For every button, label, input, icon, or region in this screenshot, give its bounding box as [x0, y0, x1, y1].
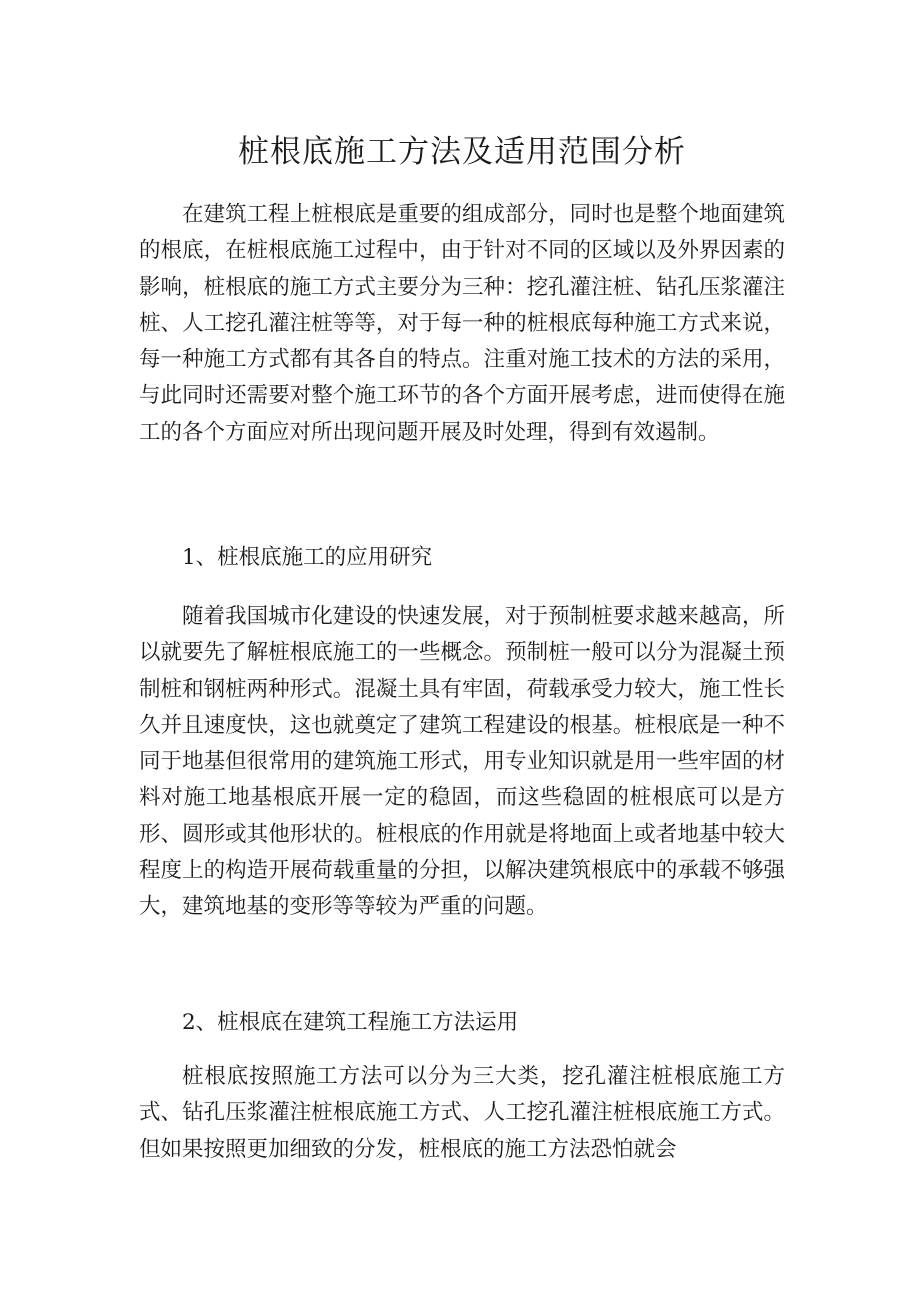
intro-paragraph: 在建筑工程上桩根底是重要的组成部分，同时也是整个地面建筑的根底，在桩根底施工过程中，由于针对不同的区域以及外界因素的影响，桩根底的施工方式主要分为三种：挖孔灌注桩、钻孔压浆灌注桩、人工挖孔灌注桩等等，对于每一种的桩根底每种施工方式来说，每一种施工方式都有其各自的特点。注重对施工技术的方法的采用，与此同时还需要对整个施工环节的各个方面开展考虑，进而使得在施工的各个方面应对所出现问题开展及时处理，得到有效遏制。: [139, 202, 785, 445]
section-2-paragraph: 桩根底按照施工方法可以分为三大类，挖孔灌注桩根底施工方式、钻孔压浆灌注桩根底施工方式、人工挖孔灌注桩根底施工方式。但如果按照更加细致的分发，桩根底的施工方法恐怕就会: [139, 1064, 785, 1162]
section-1-paragraph: 随着我国城市化建设的快速发展，对于预制桩要求越来越高，所以就要先了解桩根底施工的一些概念。预制桩一般可以分为混凝土预制桩和钢桩两种形式。混凝土具有牢固，荷载承受力较大，施工性长久并且速度快，这也就奠定了建筑工程建设的根基。桩根底是一种不同于地基但很常用的建筑施工形式，用专业知识就是用一些牢固的材料对施工地基根底开展一定的稳固，而这些稳固的桩根底可以是方形、圆形或其他形状的。桩根底的作用就是将地面上或者地基中较大程度上的构造开展荷载重量的分担，以解决建筑根底中的承载不够强大，建筑地基的变形等等较为严重的问题。: [139, 604, 785, 920]
document-title: 桩根底施工方法及适用范围分析: [238, 134, 686, 170]
section-heading-2: 2、桩根底在建筑工程施工方法运用: [182, 1010, 519, 1035]
section-heading-1: 1、桩根底施工的应用研究: [182, 545, 433, 570]
